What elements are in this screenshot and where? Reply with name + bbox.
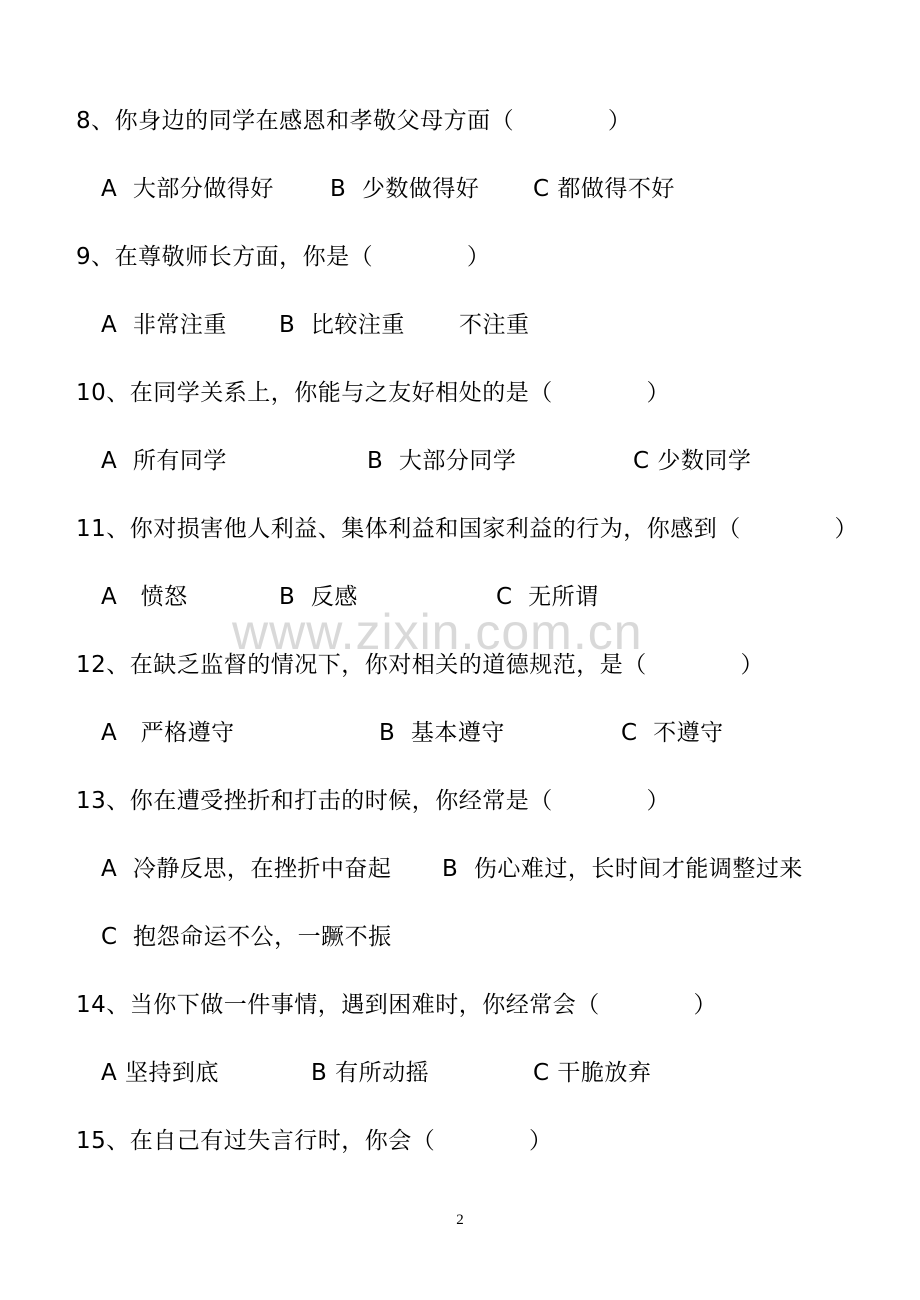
page-number: 2 bbox=[456, 1212, 464, 1228]
question-9-option-b: B 比较注重 bbox=[279, 312, 405, 338]
question-14-option-b: B 有所动摇 bbox=[311, 1060, 430, 1086]
question-14-option-c: C 干脆放弃 bbox=[533, 1060, 652, 1086]
question-11-option-b: B 反感 bbox=[279, 584, 358, 610]
watermark: www.zixin.com.cn bbox=[232, 604, 643, 660]
question-12-option-b: B 基本遵守 bbox=[379, 720, 505, 746]
question-13-option-a: A 冷静反思，在挫折中奋起 bbox=[101, 856, 392, 882]
question-9-prompt: 9、在尊敬师长方面，你是（ ） bbox=[76, 244, 491, 270]
question-9-option-a: A 非常注重 bbox=[101, 312, 227, 338]
question-12-prompt: 12、在缺乏监督的情况下，你对相关的道德规范，是（ ） bbox=[76, 652, 764, 678]
question-14-option-a: A 坚持到底 bbox=[101, 1060, 220, 1086]
question-8-prompt: 8、你身边的同学在感恩和孝敬父母方面（ ） bbox=[76, 108, 632, 134]
question-13-option-b: B 伤心难过，长时间才能调整过来 bbox=[442, 856, 803, 882]
question-13-prompt: 13、你在遭受挫折和打击的时候，你经常是（ ） bbox=[76, 788, 670, 814]
question-13-option-c: C 抱怨命运不公，一蹶不振 bbox=[101, 924, 392, 950]
question-8-option-c: C 都做得不好 bbox=[533, 176, 675, 202]
question-10-option-b: B 大部分同学 bbox=[367, 448, 517, 474]
question-10-option-c: C 少数同学 bbox=[633, 448, 752, 474]
question-10-option-a: A 所有同学 bbox=[101, 448, 227, 474]
question-12-option-c: C 不遵守 bbox=[621, 720, 724, 746]
question-14-prompt: 14、当你下做一件事情，遇到困难时，你经常会（ ） bbox=[76, 992, 717, 1018]
question-15-prompt: 15、在自己有过失言行时，你会（ ） bbox=[76, 1128, 553, 1154]
question-8-option-b: B 少数做得好 bbox=[330, 176, 480, 202]
question-8-option-a: A 大部分做得好 bbox=[101, 176, 274, 202]
question-9-option-c: 不注重 bbox=[459, 312, 530, 338]
question-12-option-a: A 严格遵守 bbox=[101, 720, 235, 746]
question-10-prompt: 10、在同学关系上，你能与之友好相处的是（ ） bbox=[76, 380, 670, 406]
question-11-option-c: C 无所谓 bbox=[496, 584, 599, 610]
question-11-prompt: 11、你对损害他人利益、集体利益和国家利益的行为，你感到（ ） bbox=[76, 516, 858, 542]
question-11-option-a: A 愤怒 bbox=[101, 584, 188, 610]
